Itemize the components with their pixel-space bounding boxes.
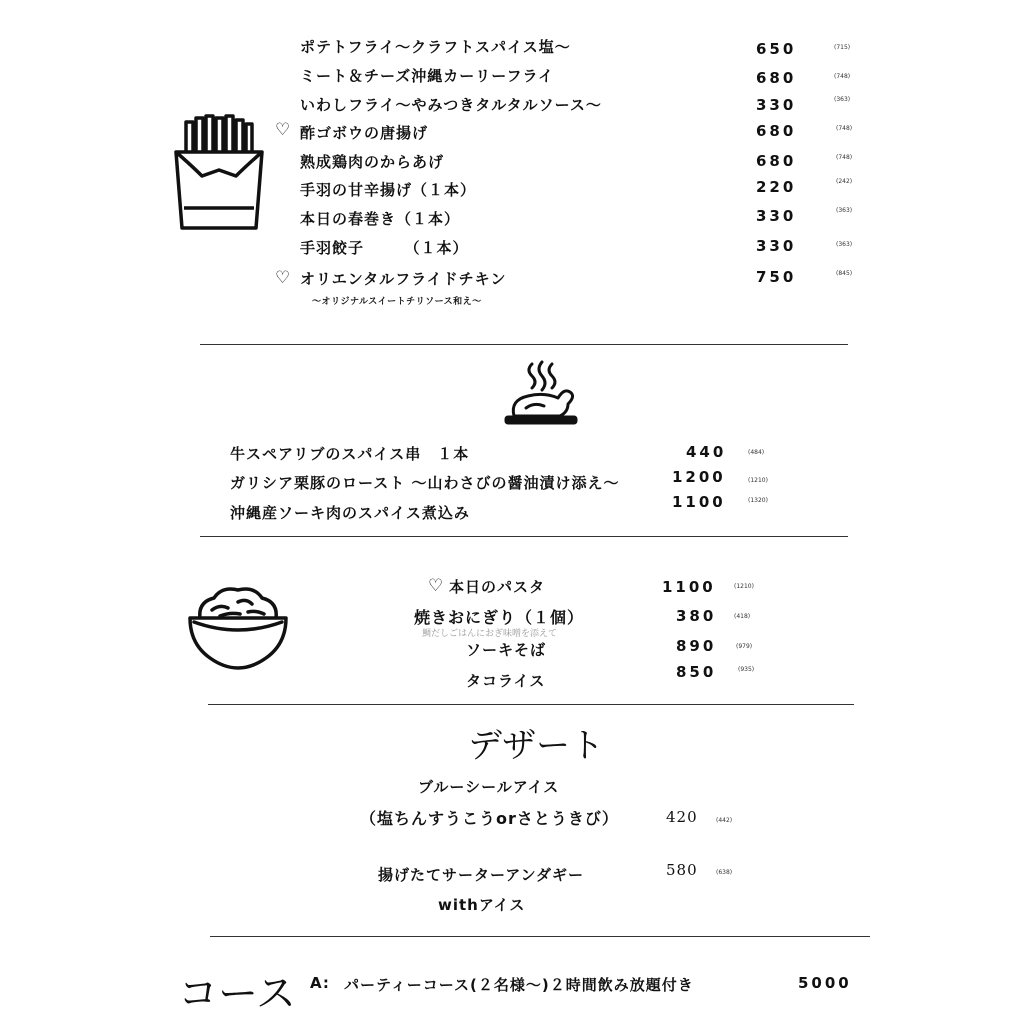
dessert-title: デザート	[468, 726, 604, 766]
course-description: パーティーコース(２名様〜)２時間飲み放題付き	[344, 976, 694, 994]
menu-item-price: 330	[756, 207, 797, 225]
menu-item-name: （塩ちんすうこうorさとうきび）	[360, 809, 619, 828]
menu-item-price: 750	[756, 268, 797, 286]
menu-item-tax-price: (845)	[836, 270, 853, 277]
menu-item-tax-price: (363)	[834, 96, 851, 103]
section-divider	[208, 704, 854, 705]
menu-item-price: 1100	[672, 493, 726, 511]
menu-item-tax-price: (242)	[836, 178, 853, 185]
menu-item-price: 440	[686, 443, 727, 461]
menu-item-price: 420	[666, 808, 698, 826]
menu-item-tax-price: (1320)	[748, 497, 768, 504]
menu-item-price: 1100	[662, 578, 716, 596]
menu-item-tax-price: (363)	[836, 241, 853, 248]
menu-item-name: 熟成鶏肉のからあげ	[300, 153, 445, 171]
roast-chicken-icon	[504, 360, 578, 430]
fries-icon	[172, 114, 266, 232]
menu-item-name: 焼きおにぎり（１個）	[414, 608, 585, 627]
menu-item-price: 650	[756, 40, 797, 58]
menu-item-name: ポテトフライ〜クラフトスパイス塩〜	[300, 38, 571, 56]
menu-item-price: 680	[756, 69, 797, 87]
menu-item-tax-price: (418)	[734, 613, 751, 620]
menu-item-tax-price: (442)	[716, 817, 733, 824]
menu-item-price: 580	[666, 861, 698, 879]
recommend-heart-icon: ♡	[275, 268, 291, 288]
menu-item-price: 680	[756, 152, 797, 170]
menu-item-name: ブルーシールアイス	[418, 778, 560, 796]
menu-item-name: タコライス	[466, 672, 546, 690]
menu-item-note: 鯛だしごはんにおぎ味噌を添えて	[422, 629, 558, 639]
menu-item-name: 本日のパスタ	[449, 578, 546, 596]
menu-item-name: 手羽の甘辛揚げ（１本）	[300, 181, 477, 199]
menu-item-tax-price: (1210)	[734, 583, 754, 590]
menu-item-name: 本日の春巻き（１本）	[300, 210, 461, 228]
menu-item-name: 酢ゴボウの唐揚げ	[300, 124, 429, 142]
menu-item-name: オリエンタルフライドチキン	[300, 270, 507, 288]
menu-item-tax-price: (638)	[716, 869, 733, 876]
menu-item-name: ガリシア栗豚のロースト 〜山わさびの醤油漬け添え〜	[230, 474, 620, 492]
menu-item-name: 牛スペアリブのスパイス串 １本	[230, 445, 470, 463]
section-divider	[210, 936, 870, 937]
menu-item-price: 220	[756, 178, 797, 196]
menu-item-price: 380	[676, 607, 717, 625]
menu-item-note: 〜オリジナルスイートチリソース和え〜	[312, 297, 482, 307]
recommend-heart-icon: ♡	[275, 120, 291, 140]
menu-item-price: 330	[756, 237, 797, 255]
menu-item-tax-price: (1210)	[748, 477, 768, 484]
menu-item-name: 揚げたてサーターアンダギー	[378, 866, 585, 884]
course-label: A:	[310, 974, 330, 992]
menu-item-tax-price: (979)	[736, 643, 753, 650]
menu-item-price: 680	[756, 122, 797, 140]
menu-item-name: いわしフライ〜やみつきタルタルソース〜	[300, 96, 602, 114]
menu-item-tax-price: (363)	[836, 207, 853, 214]
menu-item-tax-price: (748)	[834, 73, 851, 80]
menu-item-price: 1200	[672, 468, 726, 486]
rice-bowl-icon	[186, 584, 290, 674]
menu-item-name: ソーキそば	[466, 641, 547, 659]
menu-item-tax-price: (748)	[836, 154, 853, 161]
menu-item-price: 890	[676, 637, 717, 655]
menu-item-name: 手羽餃子 （１本）	[300, 239, 469, 257]
menu-item-name: 沖縄産ソーキ肉のスパイス煮込み	[230, 504, 470, 522]
menu-item-tax-price: (715)	[834, 44, 851, 51]
section-divider	[200, 536, 848, 537]
course-price: 5000	[798, 974, 852, 992]
menu-item-tax-price: (935)	[738, 666, 755, 673]
section-divider	[200, 344, 848, 345]
recommend-heart-icon: ♡	[428, 576, 444, 596]
menu-item-price: 330	[756, 96, 797, 114]
menu-item-name: ミート＆チーズ沖縄カーリーフライ	[300, 67, 555, 85]
menu-item-tax-price: (748)	[836, 125, 853, 132]
menu-item-tax-price: (484)	[748, 449, 765, 456]
course-title: コース	[178, 971, 296, 1017]
menu-item-name: withアイス	[438, 896, 526, 914]
menu-item-price: 850	[676, 663, 717, 681]
